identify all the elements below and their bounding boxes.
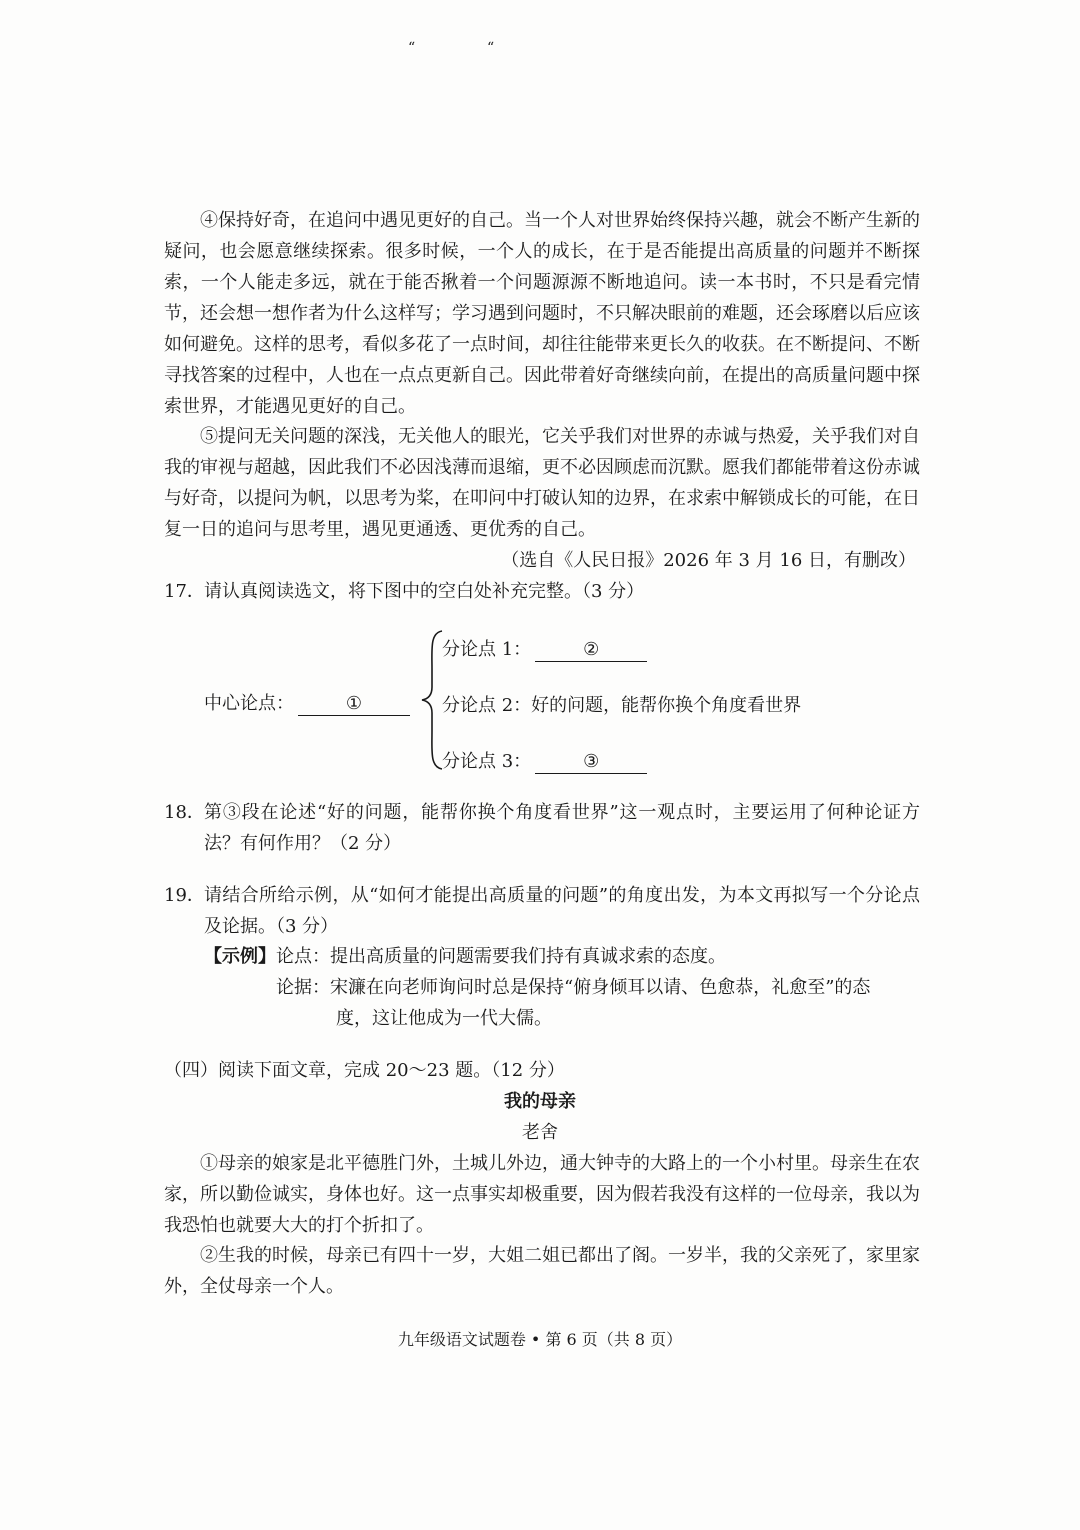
question-17-text: 请认真阅读选文，将下图中的空白处补充完整。（3 分） (204, 581, 645, 602)
article-paragraph-1: ①母亲的娘家是北平德胜门外，土城儿外边，通大钟寺的大路上的一个小村里。母亲生在农家，所以勤俭诚实，身体也好。这一点事实却极重要，因为假若我没有这样的一位母亲，我以为我恐怕也就要大大的打个折扣了。 (164, 1153, 920, 1236)
section-4-heading: （四）阅读下面文章，完成 20～23 题。（12 分） (164, 1060, 565, 1081)
question-19 (164, 880, 920, 942)
quote-mark-left: “ (408, 40, 416, 56)
central-argument-blank[interactable]: ① (298, 693, 410, 716)
passage-source: （选自《人民日报》2026 年 3 月 16 日，有删改） (501, 550, 916, 571)
page-footer: 九年级语文试题卷 • 第 6 页（共 8 页） (397, 1330, 683, 1349)
sub-argument-1 (442, 635, 647, 662)
passage-paragraph-4: ④保持好奇，在追问中遇见更好的自己。当一个人对世界始终保持兴趣，就会不断产生新的疑问，也会愿意继续探索。很多时候，一个人的成长，在于是否能提出高质量的问题并不断探索，一个人能走多远，就在于能否揪着一个问题源源不断地追问。读一本书时，不只是看完情节，还会想一想作者为什么这样写；学习遇到问题时，不只解决眼前的难题，还会琢磨以后应该如何避免。这样的思考，看似多花了一点时间，却往往能带来更长久的收获。在不断提问、不断寻找答案的过程中，人也在一点点更新自己。因此带着好奇继续向前，在提出的高质量问题中探索世界，才能遇见更好的自己。 (164, 210, 920, 417)
central-argument-label: 中心论点： (204, 693, 294, 714)
sub-argument-3 (442, 747, 647, 774)
sub-argument-2: 分论点 2：好的问题，能帮你换个角度看世界 (442, 695, 802, 716)
question-19-text: 请结合所给示例，从“如何才能提出高质量的问题”的角度出发，为本文再拟写一个分论点及论据。（3 分） (204, 885, 920, 937)
question-19-number: 19． (164, 885, 205, 906)
example-point: 论点：提出高质量的问题需要我们持有真诚求索的态度。 (276, 946, 726, 967)
question-18-text: 第③段在论述“好的问题，能帮你换个角度看世界”这一观点时，主要运用了何种论证方法？有何作用？（2 分） (204, 802, 920, 854)
sub-argument-1-label: 分论点 1： (442, 639, 532, 660)
example-point-row (204, 941, 920, 972)
example-tag: 【示例】 (204, 946, 276, 967)
example-evidence-line-2: 度，这让他成为一代大儒。 (336, 1008, 552, 1029)
article-title: 我的母亲 (504, 1091, 576, 1112)
article-author: 老舍 (522, 1122, 558, 1143)
question-17-number: 17． (164, 581, 205, 602)
sub-argument-1-blank[interactable]: ② (535, 639, 647, 662)
sub-argument-3-blank[interactable]: ③ (535, 751, 647, 774)
question-18 (164, 797, 920, 859)
question-17 (164, 576, 920, 607)
central-argument (204, 689, 410, 716)
passage-paragraph-5: ⑤提问无关问题的深浅，无关他人的眼光，它关乎我们对世界的赤诚与热爱，关乎我们对自我的审视与超越，因此我们不必因浅薄而退缩，更不必因顾虑而沉默。愿我们都能带着这份赤诚与好奇，以提问为帆，以思考为桨，在叩问中打破认知的边界，在求索中解锁成长的可能，在日复一日的追问与思考里，遇见更通透、更优秀的自己。 (164, 426, 920, 540)
quote-mark-right: “ (487, 40, 495, 56)
example-evidence-line-1: 论据：宋濂在向老师询问时总是保持“俯身倾耳以请、色愈恭，礼愈至”的态 (276, 977, 871, 998)
question-18-number: 18． (164, 802, 205, 823)
sub-argument-3-label: 分论点 3： (442, 751, 532, 772)
argument-diagram (200, 625, 900, 775)
article-paragraph-2: ②生我的时候，母亲已有四十一岁，大姐二姐已都出了阁。一岁半，我的父亲死了，家里家外，全仗母亲一个人。 (164, 1245, 920, 1297)
header-quote-marks (0, 40, 1080, 60)
